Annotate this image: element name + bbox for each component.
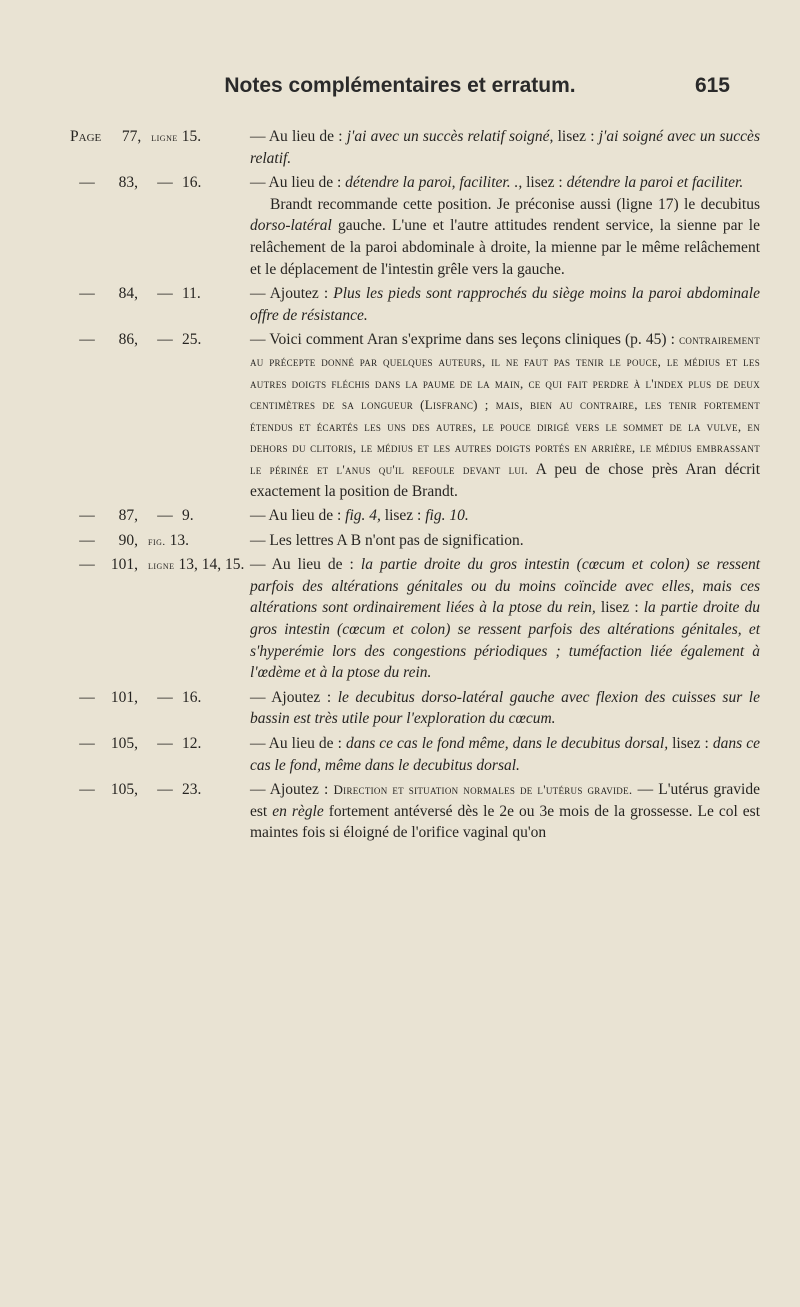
entry-line: 12.	[182, 735, 202, 753]
ditto-dash: —	[157, 781, 173, 799]
entry-line: 13.	[169, 531, 190, 549]
entry-text: — Au lieu de : fig. 4, lisez : fig. 10.	[250, 507, 469, 525]
entry-line: 25.	[182, 331, 202, 349]
erratum-entry	[70, 329, 760, 502]
entry-reference	[70, 687, 250, 709]
ditto-dash: —	[157, 688, 173, 706]
entry-page: 86,	[118, 331, 138, 349]
entry-text: — Au lieu de : détendre la paroi, faciliter. ., lisez : détendre la paroi et faciliter. Brandt recommande cette position. Je préconise aussi (ligne 17) le decubitus dorso-latéral gauche. L'une et l'autre attitudes rendent service, la sienne par le relâchement de la paroi abdominale à droite, la mienne par le même relâchement et le déplacement de l'intestin grêle vers la gauche.	[250, 172, 760, 280]
ditto-dash: —	[79, 688, 95, 706]
entry-page: 83,	[118, 174, 138, 192]
entry-reference	[70, 283, 250, 305]
erratum-list	[70, 126, 760, 847]
erratum-entry	[70, 554, 760, 684]
ditto-dash: —	[157, 507, 173, 525]
entry-page: 84,	[118, 285, 138, 303]
entry-text: — Au lieu de : la partie droite du gros intestin (cœcum et colon) se ressent parfois des altérations génitales ou du moins coïncide avec elles, mais ces altérations sont ordinairement liées à la ptose du rein, lisez : la partie droite du gros intestin (cœcum et colon) se ressent parfois des altérations génitales, et s'hyperémie lors des congestions périodiques ; tuméfaction liée également à l'œdème et à la ptose du rein.	[250, 556, 761, 682]
entry-page: 105,	[110, 781, 138, 799]
entry-reference	[70, 172, 250, 194]
page-number: 615	[694, 74, 730, 97]
fig-word: fig.	[148, 535, 166, 548]
entry-text: — Au lieu de : j'ai avec un succès relatif soigné, lisez : j'ai soigné avec un succès relatif.	[250, 128, 760, 167]
quoted-small-caps: contrairement au précepte donné par quelques auteurs, il ne faut pas tenir le pouce, le médius et les autres doigts fléchis dans la paume de la main, ce qui fait perdre à l'index plus de deux centimètres de sa longueur (Lisfranc) ; mais, bien au contraire, les tenir fortement étendus et écartés les uns des autres, le pouce dirigé vers le sommet de la vulve, en dehors du clitoris, le médius et les autres doigts portés en arrière, le médius embrassant le périnée et l'anus qu'il refoule devant lui.	[250, 332, 760, 477]
entry-reference	[70, 126, 250, 150]
entry-line: 13, 14, 15.	[178, 556, 245, 574]
ditto-dash: —	[79, 285, 95, 303]
entry-reference	[70, 329, 250, 351]
entry-text: — Les lettres A B n'ont pas de signification.	[250, 531, 524, 549]
ditto-dash: —	[79, 531, 95, 549]
line-word: ligne	[148, 560, 175, 573]
entry-page: 101,	[110, 688, 138, 706]
page-title: Notes complémentaires et erratum.	[224, 74, 576, 97]
ditto-dash: —	[79, 781, 95, 799]
entry-line: 23.	[182, 781, 202, 799]
ditto-dash: —	[79, 507, 95, 525]
page-word: Page	[70, 128, 102, 145]
entry-line: 9.	[182, 507, 194, 525]
erratum-entry	[70, 172, 760, 280]
ditto-dash: —	[157, 331, 173, 349]
erratum-entry	[70, 733, 760, 776]
running-header	[100, 74, 730, 104]
entry-line: 16.	[182, 688, 202, 706]
entry-reference	[70, 733, 250, 755]
entry-reference	[70, 554, 250, 578]
ditto-dash: —	[79, 174, 95, 192]
heading-small-caps: Direction et situation normales de l'utérus gravide.	[333, 782, 633, 798]
entry-reference	[70, 530, 250, 554]
entry-text: — Ajoutez : Plus les pieds sont rapprochés du siège moins la paroi abdominale offre de résistance.	[250, 285, 760, 324]
entry-page: 105,	[110, 735, 138, 753]
entry-page: 101,	[110, 556, 138, 574]
entry-page: 77,	[121, 128, 142, 145]
entry-paragraph: Brandt recommande cette position. Je préconise aussi (ligne 17) le decubitus dorso-latéral gauche. L'une et l'autre attitudes rendent service, la sienne par le relâchement de la paroi abdominale à droite, la mienne par le même relâchement et le déplacement de l'intestin grêle vers la gauche.	[250, 195, 760, 278]
erratum-entry	[70, 505, 760, 527]
erratum-entry	[70, 530, 760, 552]
entry-line: 16.	[182, 174, 202, 192]
erratum-entry	[70, 687, 760, 730]
ditto-dash: —	[157, 285, 173, 303]
erratum-entry	[70, 779, 760, 844]
entry-reference	[70, 505, 250, 527]
ditto-dash: —	[79, 331, 95, 349]
entry-text: — Voici comment Aran s'exprime dans ses leçons cliniques (p. 45) : contrairement au précepte donné par quelques auteurs, il ne faut pas tenir le pouce, le médius et les autres doigts fléchis dans la paume de la main, ce qui fait perdre à l'index plus de deux centimètres de sa longueur (Lisfranc) ; mais, bien au contraire, les tenir fortement étendus et écartés les uns des autres, le pouce dirigé vers le sommet de la vulve, en dehors du clitoris, le médius et les autres doigts portés en arrière, le médius embrassant le périnée et l'anus qu'il refoule devant lui. A peu de chose près Aran décrit exactement la position de Brandt.	[250, 331, 760, 500]
ditto-dash: —	[79, 556, 95, 574]
entry-page: 87,	[118, 507, 138, 525]
ditto-dash: —	[79, 735, 95, 753]
ditto-dash: —	[157, 174, 173, 192]
entry-page: 90,	[118, 531, 138, 549]
entry-text: — Au lieu de : dans ce cas le fond même, dans le decubitus dorsal, lisez : dans ce cas le fond, même dans le decubitus dorsal.	[250, 735, 760, 774]
entry-text: — Ajoutez : Direction et situation normales de l'utérus gravide. — L'utérus gravide est en règle fortement antéversé dès le 2e ou 3e mois de la grossesse. Le col est maintes fois si éloigné de l'orifice vaginal qu'on	[250, 781, 761, 842]
erratum-entry	[70, 126, 760, 169]
entry-reference	[70, 779, 250, 801]
entry-line: 15.	[181, 128, 202, 145]
entry-line: 11.	[182, 285, 201, 303]
ditto-dash: —	[157, 735, 173, 753]
erratum-entry	[70, 283, 760, 326]
line-word: ligne	[151, 132, 178, 144]
entry-text: — Ajoutez : le decubitus dorso-latéral gauche avec flexion des cuisses sur le bassin est très utile pour l'exploration du cœcum.	[250, 688, 760, 728]
